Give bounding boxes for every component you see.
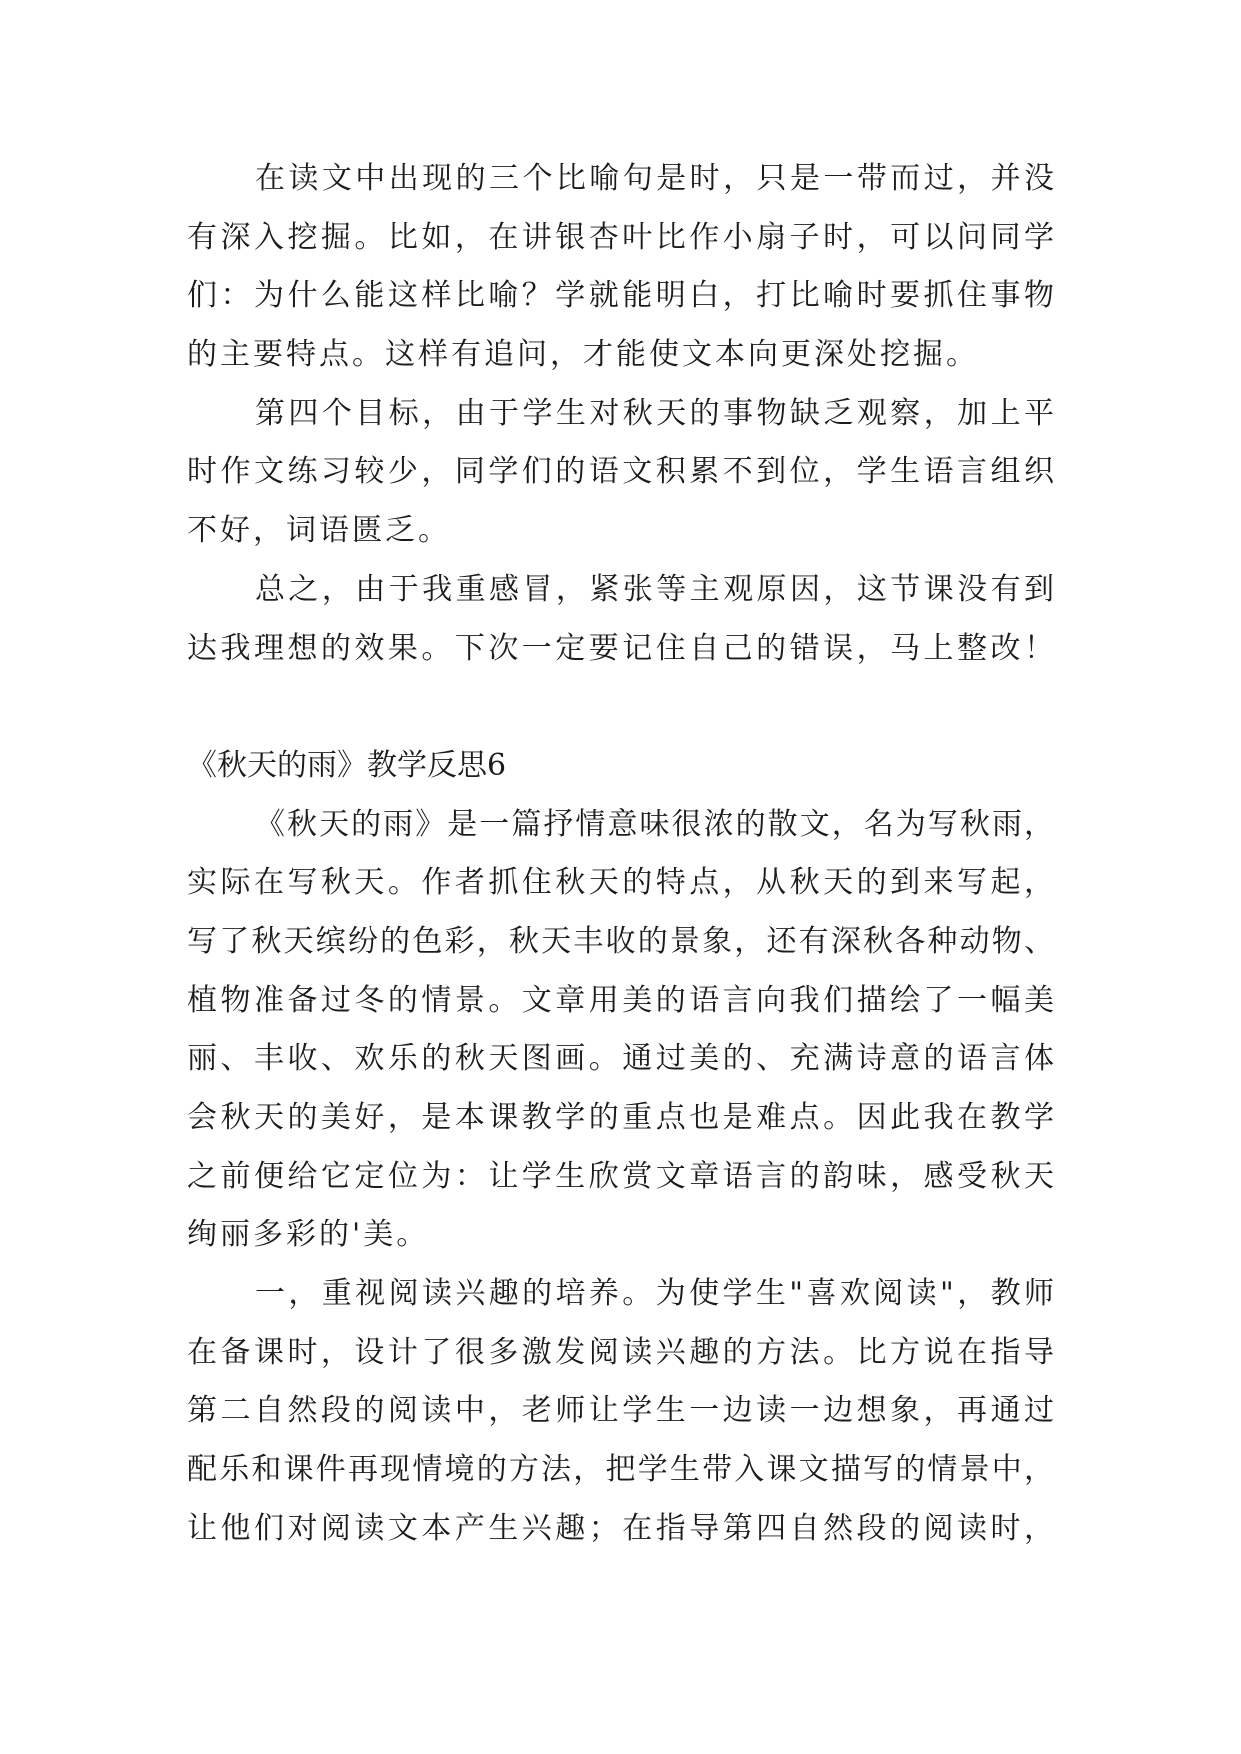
paragraph-line: 一，重视阅读兴趣的培养。为使学生"喜欢阅读"，教师: [255, 1276, 1054, 1312]
paragraph-line: 丽、丰收、欢乐的秋天图画。通过美的、充满诗意的语言体: [187, 1041, 1054, 1077]
paragraph-line: 时作文练习较少，同学们的语文积累不到位，学生语言组织: [187, 454, 1054, 490]
paragraph-line: 第四个目标，由于学生对秋天的事物缺乏观察，加上平: [255, 395, 1054, 431]
paragraph-line: 们：为什么能这样比喻？学就能明白，打比喻时要抓住事物: [187, 278, 1054, 314]
paragraph-line: 植物准备过冬的情景。文章用美的语言向我们描绘了一幅美: [187, 982, 1054, 1018]
paragraph: [187, 385, 1054, 561]
paragraph: [187, 1265, 1054, 1558]
paragraph: [187, 796, 1054, 1266]
paragraph-line: 《秋天的雨》是一篇抒情意味很浓的散文，名为写秋雨，: [255, 806, 1054, 842]
paragraph-line: 在读文中出现的三个比喻句是时，只是一带而过，并没: [255, 161, 1054, 196]
paragraph-line: 绚丽多彩的'美。: [187, 1217, 430, 1253]
paragraph-line: 之前便给它定位为：让学生欣赏文章语言的韵味，感受秋天: [187, 1158, 1054, 1194]
section-heading: 《秋天的雨》教学反思6: [187, 747, 507, 783]
paragraph-line: 实际在写秋天。作者抓住秋天的特点，从秋天的到来写起，: [187, 865, 1054, 901]
paragraph-line: 不好，词语匮乏。: [187, 513, 451, 549]
document-body: [187, 150, 1054, 1559]
paragraph-line: 会秋天的美好，是本课教学的重点也是难点。因此我在教学: [187, 1100, 1054, 1135]
paragraph-line: 让他们对阅读文本产生兴趣；在指导第四自然段的阅读时，: [187, 1510, 1054, 1546]
paragraph-line: 在备课时，设计了很多激发阅读兴趣的方法。比方说在指导: [187, 1334, 1054, 1370]
paragraph-line: 总之，由于我重感冒，紧张等主观原因，这节课没有到: [255, 571, 1054, 607]
paragraph-line: 达我理想的效果。下次一定要记住自己的错误，马上整改！: [187, 630, 1054, 666]
paragraph-line: 配乐和课件再现情境的方法，把学生带入课文描写的情景中，: [187, 1452, 1054, 1488]
paragraph-line: 第二自然段的阅读中，老师让学生一边读一边想象，再通过: [187, 1393, 1054, 1429]
paragraph: [187, 150, 1054, 385]
paragraph-line: 的主要特点。这样有追问，才能使文本向更深处挖掘。: [187, 337, 979, 373]
blank-line: [187, 678, 1054, 737]
paragraph-line: 有深入挖掘。比如，在讲银杏叶比作小扇子时，可以问同学: [187, 219, 1054, 255]
paragraph: [187, 561, 1054, 678]
paragraph-line: 写了秋天缤纷的色彩，秋天丰收的景象，还有深秋各种动物、: [187, 923, 1054, 959]
